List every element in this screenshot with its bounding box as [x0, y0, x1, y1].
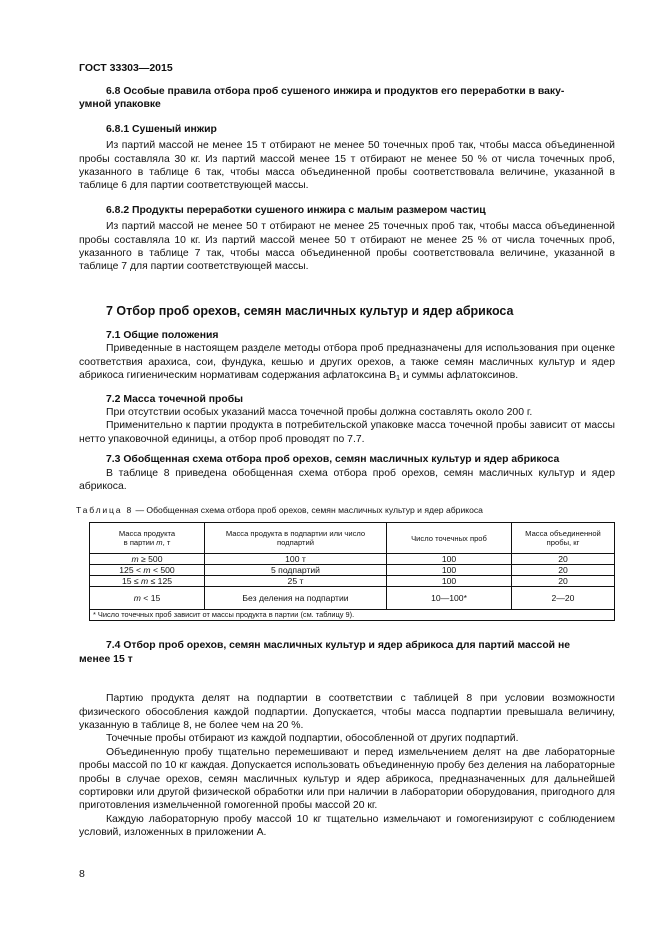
section-7-4-text-3: Объединенную пробу тщательно перемешивают и перед измельчением делят на две лабораторные пробы массой по 10 кг каждая. Допускается использовать объединенную пробу без деления на лабораторные пробы в случае орехов, семян масличных культур и ядер абрикоса, предназначенных для дальнейшей сортировки или другой физической обработки или при наличии в лаборатории оборудования, пригодного для приготовления измельченной гомогенной пробы массой 20 кг. — [79, 746, 615, 812]
table-cell: 20 — [512, 554, 615, 565]
table-row — [90, 565, 615, 576]
table-cell: 2—20 — [512, 587, 615, 610]
section-7-3-text: В таблице 8 приведена обобщенная схема отбора проб орехов, семян масличных культур и ядер абрикоса. — [79, 467, 615, 492]
table-cell: 100 — [387, 576, 512, 587]
section-6-8-title-cont: умной упаковке — [79, 99, 161, 111]
table-cell: 100 — [387, 565, 512, 576]
table-note-row — [90, 610, 615, 621]
table-cell: m < 15 — [90, 587, 205, 610]
table-cell: 15 ≤ m ≤ 125 — [90, 576, 205, 587]
section-7-4-text-2: Точечные пробы отбирают из каждой подпартии, обособленной от других подпартий. — [106, 733, 519, 745]
section-7-4-title: 7.4 Отбор проб орехов, семян масличных культур и ядер абрикоса для партий массой не — [106, 640, 570, 652]
table-cell: 20 — [512, 576, 615, 587]
table-8 — [89, 522, 615, 621]
table-header-cell: Масса объединенной пробы, кг — [512, 523, 615, 554]
document-header: ГОСТ 33303—2015 — [79, 62, 173, 74]
section-6-8-2-title: 6.8.2 Продукты переработки сушеного инжира с малым размером частиц — [106, 204, 486, 216]
table-row — [90, 554, 615, 565]
table-cell: 100 т — [205, 554, 387, 565]
section-7-4-text-1: Партию продукта делят на подпартии в соответствии с таблицей 8 при условии возможности физического обособления каждой подпартии. Допускается, чтобы масса подпартии превышала величину, указанную в таблице 8, не более чем на 20 %. — [79, 693, 615, 731]
table-header-cell: Масса продукта в подпартии или число подпартий — [205, 523, 387, 554]
table-cell: 100 — [387, 554, 512, 565]
section-7-1-title: 7.1 Общие положения — [106, 329, 219, 341]
section-7-2-title: 7.2 Масса точечной пробы — [106, 393, 244, 405]
table-cell: 5 подпартий — [205, 565, 387, 576]
table-header-row — [90, 523, 615, 554]
section-7-title: 7 Отбор проб орехов, семян масличных культур и ядер абрикоса — [106, 303, 514, 318]
table-header-cell: Число точечных проб — [387, 523, 512, 554]
table-header-cell: Масса продукта в партии m, т — [90, 523, 205, 554]
section-6-8-title: 6.8 Особые правила отбора проб сушеного инжира и продуктов его переработки в ваку- — [106, 86, 565, 97]
section-7-4-text-4: Каждую лабораторную пробу массой 10 кг тщательно измельчают и гомогенизируют с соблюдением условий, изложенных в приложении А. — [79, 813, 615, 839]
section-6-8-1-text: Из партий массой не менее 15 т отбирают не менее 50 точечных проб так, чтобы масса объединенной пробы составляла 30 кг. Из партий массой менее 15 т отбирают не менее 50 % от числа точечных проб, указанного в таблице 6 так, чтобы масса объединенной пробы соответствовала величине, указанной в таблице 6 для партии соответствующей массы. — [79, 140, 615, 192]
table-row — [90, 576, 615, 587]
section-7-3-title: 7.3 Обобщенная схема отбора проб орехов, семян масличных культур и ядер абрикоса — [106, 454, 560, 466]
section-7-2-text-1: При отсутствии особых указаний масса точечной пробы должна составлять около 200 г. — [106, 406, 533, 418]
table-cell: Без деления на подпартии — [205, 587, 387, 610]
document-page — [76, 62, 615, 840]
table-8-caption: Таблица 8 — Обобщенная схема отбора проб орехов, семян масличных культур и ядер абрикоса — [76, 505, 483, 516]
section-7-1-text: Приведенные в настоящем разделе методы отбора проб предназначены для использования при оценке соответствия арахиса, сои, фундука, кешью и других орехов, а также семян масличных культур и ядер абрикоса гигиеническим нормативам содержания афлатоксина $В_1$ и суммы афлатоксинов. — [79, 343, 615, 383]
table-cell: 20 — [512, 565, 615, 576]
table-cell: m ≥ 500 — [90, 554, 205, 565]
table-cell: 125 < m < 500 — [90, 565, 205, 576]
table-cell: 25 т — [205, 576, 387, 587]
table-note: * Число точечных проб зависит от массы продукта в партии (см. таблицу 9). — [90, 610, 615, 621]
section-6-8-1-title: 6.8.1 Сушеный инжир — [106, 123, 217, 135]
page-number: 8 — [79, 868, 85, 880]
table-cell: 10—100* — [387, 587, 512, 610]
section-6-8-2-text: Из партий массой не менее 50 т отбирают не менее 25 точечных проб так, чтобы масса объединенной пробы составляла 10 кг. Из партий массой менее 50 т отбирают не менее 25 % от числа точечных проб, указанного в таблице 7 так, чтобы масса объединенной пробы соответствовала величине, указанной в таблице 7 для партии соответствующей массы. — [79, 221, 615, 273]
section-7-2-text-2: Применительно к партии продукта в потребительской упаковке масса точечной пробы зависит от массы нетто упаковочной единицы, а отбор проб проводят по 7.7. — [79, 420, 615, 445]
section-7-4-title-cont: менее 15 т — [79, 653, 133, 665]
table-row — [90, 587, 615, 610]
